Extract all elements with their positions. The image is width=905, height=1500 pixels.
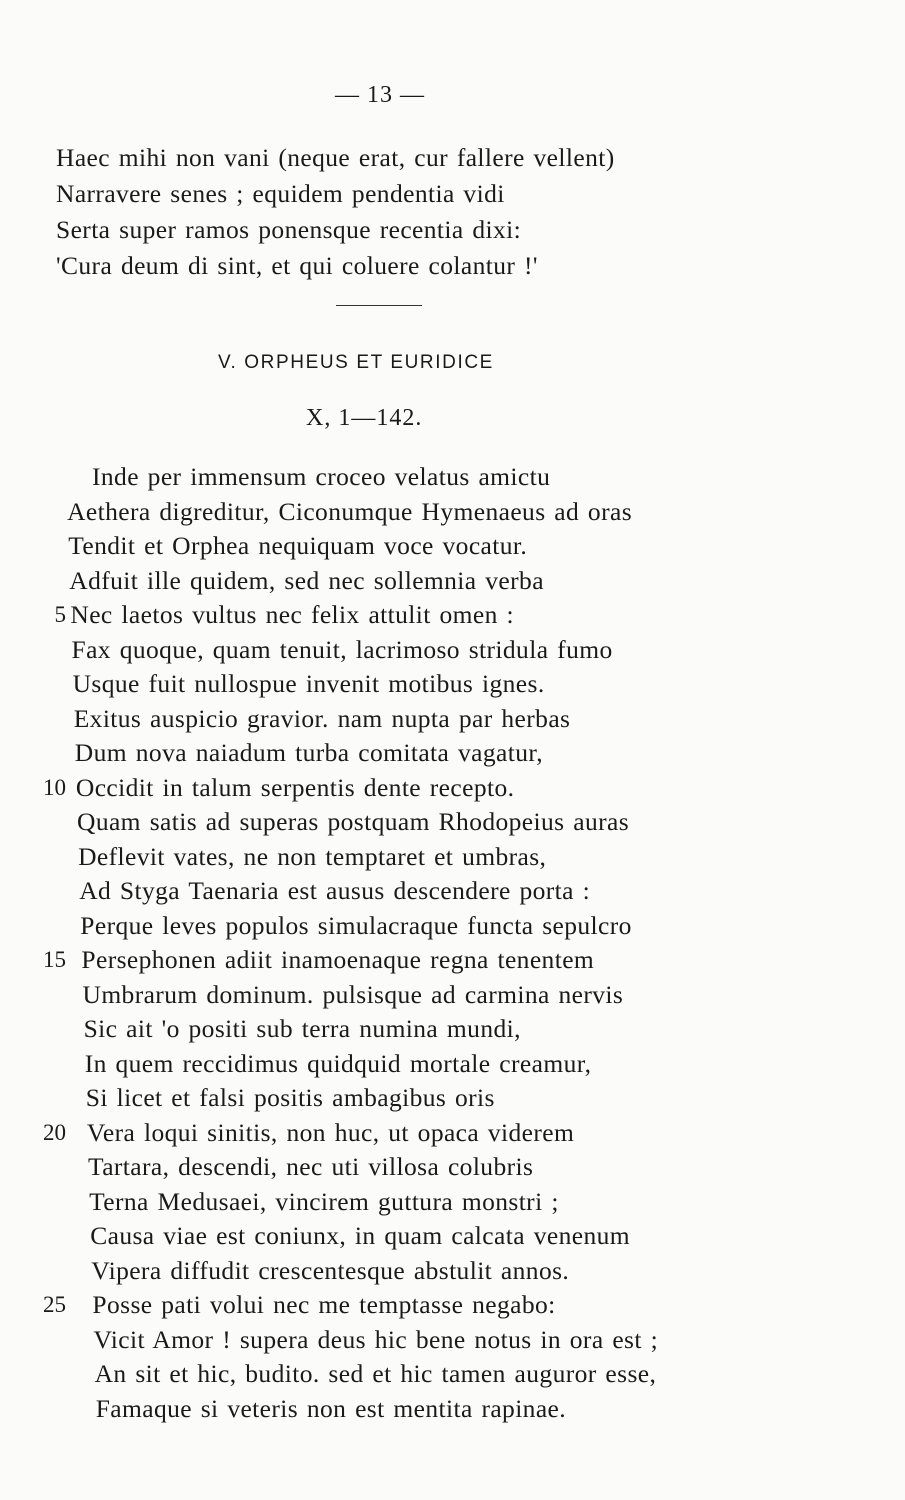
verse-text: Deflevit vates, ne non temptaret et umbras,	[78, 841, 547, 871]
verse-text: Perque leves populos simulacraque functa sepulcro	[80, 910, 632, 940]
verse-text: Adfuit ille quidem, sed nec sollemnia verba	[69, 565, 544, 595]
verse-text: Occidit in talum serpentis dente recepto.	[75, 772, 515, 802]
verse-text: An sit et hic, budito. sed et hic tamen auguror esse,	[94, 1359, 657, 1388]
verse-text: Tartara, descendi, nec uti villosa colubris	[88, 1152, 534, 1181]
verse-text: Narravere senes ; equidem pendentia vidi	[56, 179, 505, 208]
section-divider	[336, 305, 422, 306]
verse-text: Sic ait 'o positi sub terra numina mundi,	[83, 1014, 521, 1043]
page-number: — 13 —	[335, 82, 425, 108]
verse-line-number: 10	[43, 774, 66, 800]
verse-text: 'Cura deum di sint, et qui coluere colantur !'	[56, 251, 538, 280]
verse-text: Causa viae est coniunx, in quam calcata venenum	[90, 1221, 630, 1250]
verse-text: Aethera digreditur, Ciconumque Hymenaeus ad oras	[67, 496, 633, 526]
verse-text: Haec mihi non vani (neque erat, cur fallere vellent)	[56, 143, 615, 172]
verse-text: Vipera diffudit crescentesque abstulit annos.	[91, 1255, 570, 1285]
verse-text: Exitus auspicio gravior. nam nupta par herbas	[73, 703, 571, 733]
verse-text: Terna Medusaei, vincirem guttura monstri ;	[89, 1186, 559, 1216]
verse-text: Umbrarum dominum. pulsisque ad carmina nervis	[82, 979, 624, 1009]
verse-line-number: 5	[54, 602, 66, 627]
verse-text: Inde per immensum croceo velatus amictu	[92, 462, 551, 491]
verse-text: Dum nova naiadum turba comitata vagatur,	[74, 738, 544, 767]
verse-line-number: 20	[43, 1119, 66, 1145]
section-title: V. ORPHEUS ET EURIDICE	[218, 352, 494, 373]
verse-text: Nec laetos vultus nec felix attulit omen :	[70, 600, 515, 629]
verse-text: Famaque si veteris non est mentita rapinae.	[95, 1393, 567, 1423]
section-range: X, 1—142.	[306, 405, 423, 431]
verse-text: Serta super ramos ponensque recentia dixi:	[56, 215, 522, 244]
verse-text: Fax quoque, quam tenuit, lacrimoso stridula fumo	[71, 634, 613, 664]
verse-text: Ad Styga Taenaria est ausus descendere porta :	[79, 876, 591, 905]
verse-text: Posse pati volui nec me temptasse negabo:	[92, 1290, 556, 1319]
verse-text: Si licet et falsi positis ambagibus oris	[85, 1083, 495, 1112]
verse-text: Tendit et Orphea nequiquam voce vocatur.	[68, 531, 528, 560]
verse-text: Persephonen adiit inamoenaque regna tenentem	[81, 945, 595, 974]
verse-text: Vera loqui sinitis, non huc, ut opaca viderem	[86, 1117, 575, 1147]
verse-text: Vicit Amor ! supera deus hic bene notus in ora est ;	[93, 1324, 659, 1354]
verse-text: In quem reccidimus quidquid mortale creamur,	[84, 1048, 592, 1078]
verse-line-number: 15	[43, 947, 66, 972]
verse-text: Usque fuit nullospue invenit motibus ignes.	[72, 669, 545, 698]
verse-line-number: 25	[43, 1292, 66, 1317]
verse-text: Quam satis ad superas postquam Rhodopeius auras	[77, 807, 630, 836]
